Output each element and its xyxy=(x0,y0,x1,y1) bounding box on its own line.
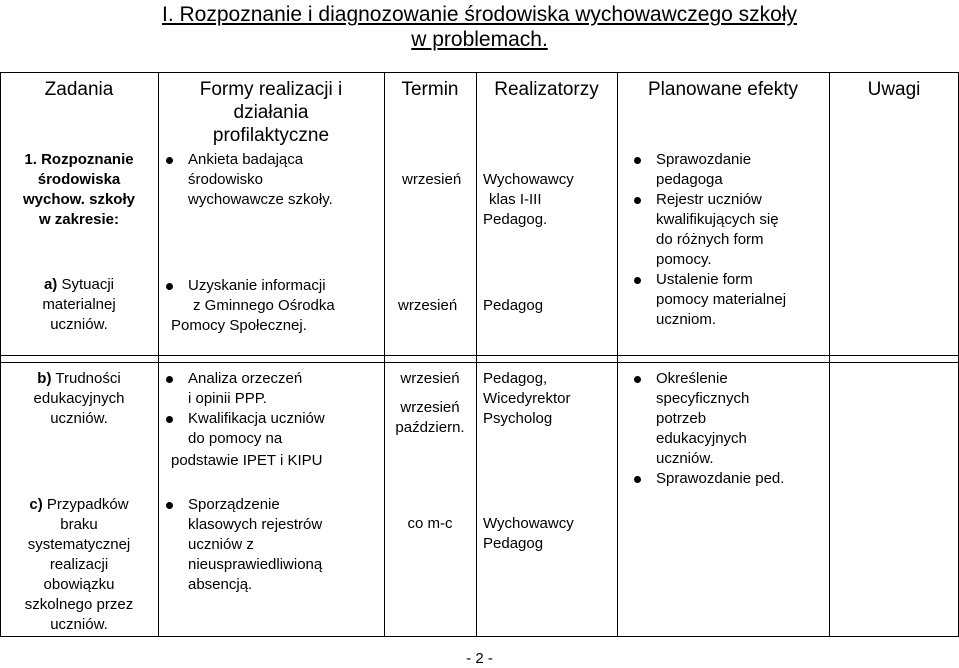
list-item xyxy=(162,495,382,595)
list-item-line: specyficznych xyxy=(656,390,750,407)
termin-b-line: wrzesień xyxy=(400,399,460,416)
table-bottom-border xyxy=(0,636,959,637)
realizatorzy-line: Wicedyrektor xyxy=(483,390,571,407)
list-item xyxy=(162,276,382,316)
col-line-5 xyxy=(829,72,830,637)
list-item xyxy=(162,409,382,449)
list-item xyxy=(630,369,828,469)
zadanie-b-line: uczniów. xyxy=(50,410,108,427)
list-item-line: absencją. xyxy=(188,576,253,593)
realizatorzy-c xyxy=(483,514,574,554)
header-formy-line3: profilaktyczne xyxy=(212,125,330,146)
zadanie-a-label: a) xyxy=(43,276,58,293)
termin-c: co m-c xyxy=(407,515,453,532)
header-realizatorzy: Realizatorzy xyxy=(494,79,599,100)
zadanie-c-line: uczniów. xyxy=(50,616,108,633)
termin-1: wrzesień xyxy=(402,171,462,188)
list-item-line: uczniów z xyxy=(188,536,254,553)
header-formy xyxy=(158,78,384,147)
zadanie-a-line: Sytuacji xyxy=(61,276,115,293)
zadanie-b-line: edukacyjnych xyxy=(33,390,125,407)
zadanie-1-line: środowiska xyxy=(37,171,121,188)
col-line-2 xyxy=(384,72,385,637)
document-title xyxy=(0,2,959,52)
list-item-line: Analiza orzeczeń xyxy=(188,370,303,387)
list-item-line: środowisko xyxy=(188,171,264,188)
zadanie-1 xyxy=(0,150,158,230)
termin-b-line: wrzesień xyxy=(400,370,460,387)
list-item-line: nieusprawiedliwioną xyxy=(188,556,323,573)
realizatorzy-line: klas I-III xyxy=(489,191,542,208)
zadanie-c xyxy=(0,495,158,635)
list-item-line: kwalifikujących się xyxy=(656,211,779,228)
formy-list-c xyxy=(162,495,382,595)
list-item-line: Sporządzenie xyxy=(188,496,280,513)
formy-2-line3: Pomocy Społecznej. xyxy=(171,317,307,334)
col-line-3 xyxy=(476,72,477,637)
list-item xyxy=(162,150,382,210)
col-line-1 xyxy=(158,72,159,637)
list-item-line: pedagoga xyxy=(656,171,723,188)
header-zadania: Zadania xyxy=(44,79,114,100)
efekty-list-b xyxy=(630,369,828,489)
list-item xyxy=(162,369,382,409)
realizatorzy-line: Psycholog xyxy=(483,410,553,427)
list-item-line: do pomocy na xyxy=(188,430,283,447)
realizatorzy-line: Pedagog xyxy=(483,535,544,552)
list-item xyxy=(630,150,828,190)
termin-b xyxy=(384,369,476,438)
list-item-line: edukacyjnych xyxy=(656,430,747,447)
termin-2: wrzesień xyxy=(398,297,458,314)
list-item-line: pomocy. xyxy=(656,251,712,268)
zadanie-c-line: realizacji xyxy=(49,556,109,573)
list-item-line: z Gminnego Ośrodka xyxy=(193,297,335,314)
col-line-4 xyxy=(617,72,618,637)
header-efekty: Planowane efekty xyxy=(648,79,798,100)
realizatorzy-line: Pedagog. xyxy=(483,211,548,228)
list-item-line: Określenie xyxy=(656,370,728,387)
header-formy-line2: działania xyxy=(233,102,309,123)
page-number: - 2 - xyxy=(466,650,493,667)
list-item-line: i opinii PPP. xyxy=(188,390,267,407)
header-uwagi: Uwagi xyxy=(867,79,921,100)
title-line-2: w problemach. xyxy=(411,28,548,51)
title-line-1: I. Rozpoznanie i diagnozowanie środowiska wychowawczego szkoły xyxy=(162,3,797,26)
list-item xyxy=(630,190,828,270)
list-item-line: uczniom. xyxy=(656,311,717,328)
zadanie-a-line: materialnej xyxy=(42,296,116,313)
formy-list-1 xyxy=(162,150,382,210)
list-item xyxy=(630,270,828,330)
formy-list-b xyxy=(162,369,382,449)
list-item-line: Ankieta badająca xyxy=(188,151,304,168)
zadanie-c-line: systematycznej xyxy=(27,536,131,553)
realizatorzy-1 xyxy=(483,170,574,230)
zadanie-a-line: uczniów. xyxy=(50,316,108,333)
list-item-line: klasowych rejestrów xyxy=(188,516,323,533)
row-divider-1 xyxy=(0,355,959,356)
efekty-list-1 xyxy=(630,150,828,330)
realizatorzy-line: Wychowawcy xyxy=(483,171,574,188)
list-item-line: potrzeb xyxy=(656,410,707,427)
header-formy-line1: Formy realizacji i xyxy=(199,79,343,100)
zadanie-b xyxy=(0,369,158,429)
list-item-line: Kwalifikacja uczniów xyxy=(188,410,325,427)
list-item xyxy=(630,469,828,489)
zadanie-1-line: wychow. szkoły xyxy=(23,191,135,208)
zadanie-c-line: szkolnego przez xyxy=(24,596,134,613)
zadanie-a xyxy=(0,275,158,335)
zadanie-b-line: Trudności xyxy=(55,370,121,387)
zadanie-c-label: c) xyxy=(29,496,43,513)
realizatorzy-line: Wychowawcy xyxy=(483,515,574,532)
zadanie-1-line: 1. Rozpoznanie xyxy=(24,151,134,168)
list-item-line: do różnych form xyxy=(656,231,764,248)
table-top-border xyxy=(0,72,959,73)
list-item-line: pomocy materialnej xyxy=(656,291,787,308)
list-item-line: Rejestr uczniów xyxy=(656,191,762,208)
list-item-line: Sprawozdanie xyxy=(656,151,752,168)
header-termin: Termin xyxy=(401,79,459,100)
zadanie-1-line: w zakresie: xyxy=(38,211,120,228)
list-item-line: Ustalenie form xyxy=(656,271,753,288)
zadanie-c-line: obowiązku xyxy=(43,576,115,593)
row-divider-2 xyxy=(0,362,959,363)
zadanie-c-line: Przypadków xyxy=(46,496,129,513)
realizatorzy-b xyxy=(483,369,571,429)
formy-b-line3: podstawie IPET i KIPU xyxy=(171,452,323,469)
realizatorzy-2: Pedagog xyxy=(483,297,544,314)
termin-b-line: październ. xyxy=(395,419,465,436)
list-item-line: wychowawcze szkoły. xyxy=(188,191,333,208)
formy-list-2 xyxy=(162,276,382,316)
list-item-line: Uzyskanie informacji xyxy=(188,277,326,294)
list-item-line: uczniów. xyxy=(656,450,714,467)
list-item-line: Sprawozdanie ped. xyxy=(656,470,785,487)
zadanie-b-label: b) xyxy=(37,370,52,387)
realizatorzy-line: Pedagog, xyxy=(483,370,548,387)
zadanie-c-line: braku xyxy=(60,516,98,533)
